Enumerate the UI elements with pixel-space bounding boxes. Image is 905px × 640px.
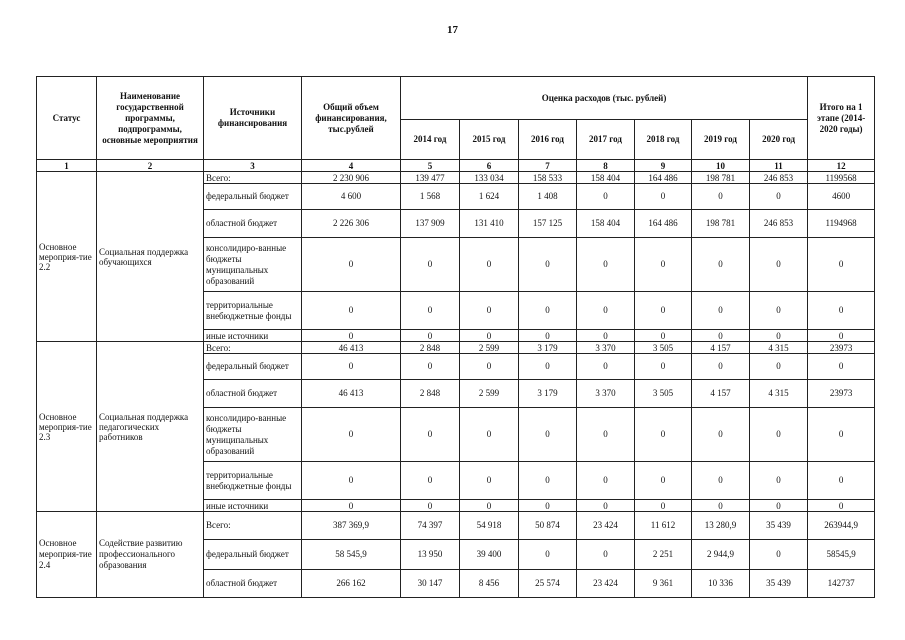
activity-name-cell: Социальная поддержка обучающихся xyxy=(97,172,204,342)
year-value-cell: 3 179 xyxy=(519,342,577,354)
year-value-cell: 9 361 xyxy=(635,570,692,598)
year-value-cell: 0 xyxy=(577,292,635,330)
funding-source-cell: Всего: xyxy=(204,172,302,184)
year-value-cell: 1 624 xyxy=(460,184,519,210)
year-value-cell: 0 xyxy=(692,500,750,512)
header-year: 2014 год xyxy=(401,120,460,160)
year-value-cell: 2 251 xyxy=(635,540,692,570)
year-value-cell: 0 xyxy=(401,354,460,380)
year-value-cell: 0 xyxy=(577,500,635,512)
year-value-cell: 158 404 xyxy=(577,210,635,238)
header-summary: Итого на 1 этапе (2014-2020 годы) xyxy=(808,77,875,160)
table-row xyxy=(37,342,875,354)
year-value-cell: 2 848 xyxy=(401,380,460,408)
year-value-cell: 13 950 xyxy=(401,540,460,570)
header-total: Общий объем финансирования, тыс.рублей xyxy=(302,77,401,160)
total-value-cell: 58 545,9 xyxy=(302,540,401,570)
year-value-cell: 0 xyxy=(519,540,577,570)
year-value-cell: 0 xyxy=(750,462,808,500)
year-value-cell: 3 505 xyxy=(635,342,692,354)
funding-source-cell: Всего: xyxy=(204,512,302,540)
year-value-cell: 139 477 xyxy=(401,172,460,184)
year-value-cell: 0 xyxy=(692,330,750,342)
year-value-cell: 198 781 xyxy=(692,172,750,184)
year-value-cell: 0 xyxy=(692,292,750,330)
funding-source-cell: областной бюджет xyxy=(204,210,302,238)
year-value-cell: 137 909 xyxy=(401,210,460,238)
year-value-cell: 13 280,9 xyxy=(692,512,750,540)
year-value-cell: 0 xyxy=(635,330,692,342)
year-value-cell: 0 xyxy=(401,238,460,292)
year-value-cell: 25 574 xyxy=(519,570,577,598)
year-value-cell: 0 xyxy=(577,408,635,462)
year-value-cell: 0 xyxy=(750,292,808,330)
funding-source-cell: федеральный бюджет xyxy=(204,184,302,210)
year-value-cell: 8 456 xyxy=(460,570,519,598)
year-value-cell: 0 xyxy=(460,330,519,342)
year-value-cell: 2 944,9 xyxy=(692,540,750,570)
year-value-cell: 2 848 xyxy=(401,342,460,354)
summary-value-cell: 0 xyxy=(808,462,875,500)
table-body xyxy=(37,172,875,598)
year-value-cell: 164 486 xyxy=(635,210,692,238)
summary-value-cell: 0 xyxy=(808,500,875,512)
summary-value-cell: 0 xyxy=(808,292,875,330)
year-value-cell: 0 xyxy=(750,330,808,342)
year-value-cell: 0 xyxy=(460,238,519,292)
summary-value-cell: 58545,9 xyxy=(808,540,875,570)
year-value-cell: 0 xyxy=(692,408,750,462)
column-number: 2 xyxy=(97,160,204,172)
year-value-cell: 158 533 xyxy=(519,172,577,184)
year-value-cell: 0 xyxy=(401,500,460,512)
year-value-cell: 246 853 xyxy=(750,210,808,238)
year-value-cell: 35 439 xyxy=(750,512,808,540)
year-value-cell: 3 370 xyxy=(577,342,635,354)
year-value-cell: 0 xyxy=(750,184,808,210)
year-value-cell: 3 505 xyxy=(635,380,692,408)
summary-value-cell: 0 xyxy=(808,354,875,380)
total-value-cell: 0 xyxy=(302,292,401,330)
year-value-cell: 0 xyxy=(750,408,808,462)
year-value-cell: 0 xyxy=(519,500,577,512)
year-value-cell: 0 xyxy=(577,330,635,342)
status-cell: Основное мероприя-тие 2.4 xyxy=(37,512,97,598)
table-row xyxy=(37,512,875,540)
funding-source-cell: консолидиро-ванные бюджеты муниципальных образований xyxy=(204,408,302,462)
summary-value-cell: 0 xyxy=(808,408,875,462)
year-value-cell: 0 xyxy=(519,354,577,380)
year-value-cell: 30 147 xyxy=(401,570,460,598)
year-value-cell: 39 400 xyxy=(460,540,519,570)
funding-source-cell: федеральный бюджет xyxy=(204,354,302,380)
header-year: 2019 год xyxy=(692,120,750,160)
header-estimate: Оценка расходов (тыс. рублей) xyxy=(401,77,808,120)
total-value-cell: 2 226 306 xyxy=(302,210,401,238)
year-value-cell: 0 xyxy=(750,238,808,292)
year-value-cell: 198 781 xyxy=(692,210,750,238)
year-value-cell: 0 xyxy=(635,184,692,210)
total-value-cell: 0 xyxy=(302,354,401,380)
total-value-cell: 4 600 xyxy=(302,184,401,210)
year-value-cell: 0 xyxy=(577,462,635,500)
year-value-cell: 131 410 xyxy=(460,210,519,238)
column-number: 12 xyxy=(808,160,875,172)
year-value-cell: 10 336 xyxy=(692,570,750,598)
table-row xyxy=(37,172,875,184)
status-cell: Основное мероприя-тие 2.2 xyxy=(37,172,97,342)
total-value-cell: 0 xyxy=(302,500,401,512)
year-value-cell: 0 xyxy=(519,292,577,330)
header-year: 2015 год xyxy=(460,120,519,160)
year-value-cell: 2 599 xyxy=(460,380,519,408)
year-value-cell: 0 xyxy=(692,184,750,210)
year-value-cell: 54 918 xyxy=(460,512,519,540)
year-value-cell: 1 408 xyxy=(519,184,577,210)
year-value-cell: 0 xyxy=(519,408,577,462)
summary-value-cell: 142737 xyxy=(808,570,875,598)
total-value-cell: 0 xyxy=(302,330,401,342)
year-value-cell: 0 xyxy=(401,292,460,330)
year-value-cell: 23 424 xyxy=(577,570,635,598)
year-value-cell: 0 xyxy=(635,500,692,512)
year-value-cell: 0 xyxy=(577,238,635,292)
funding-source-cell: иные источники xyxy=(204,500,302,512)
year-value-cell: 11 612 xyxy=(635,512,692,540)
year-value-cell: 0 xyxy=(692,238,750,292)
summary-value-cell: 1194968 xyxy=(808,210,875,238)
activity-name-cell: Содействие развитию профессионального образования xyxy=(97,512,204,598)
header-year: 2016 год xyxy=(519,120,577,160)
funding-source-cell: Всего: xyxy=(204,342,302,354)
year-value-cell: 0 xyxy=(401,330,460,342)
year-value-cell: 0 xyxy=(635,408,692,462)
total-value-cell: 266 162 xyxy=(302,570,401,598)
funding-source-cell: областной бюджет xyxy=(204,570,302,598)
expenditure-table xyxy=(36,76,875,598)
year-value-cell: 158 404 xyxy=(577,172,635,184)
column-number: 11 xyxy=(750,160,808,172)
column-number: 10 xyxy=(692,160,750,172)
funding-source-cell: областной бюджет xyxy=(204,380,302,408)
total-value-cell: 46 413 xyxy=(302,342,401,354)
year-value-cell: 74 397 xyxy=(401,512,460,540)
column-number: 5 xyxy=(401,160,460,172)
total-value-cell: 0 xyxy=(302,462,401,500)
year-value-cell: 0 xyxy=(401,462,460,500)
year-value-cell: 1 568 xyxy=(401,184,460,210)
funding-source-cell: консолидиро-ванные бюджеты муниципальных образований xyxy=(204,238,302,292)
year-value-cell: 0 xyxy=(577,540,635,570)
year-value-cell: 133 034 xyxy=(460,172,519,184)
header-name: Наименование государственной программы, подпрограммы, основные мероприятия xyxy=(97,77,204,160)
year-value-cell: 4 315 xyxy=(750,342,808,354)
column-number: 9 xyxy=(635,160,692,172)
funding-source-cell: федеральный бюджет xyxy=(204,540,302,570)
year-value-cell: 0 xyxy=(750,500,808,512)
funding-source-cell: территориальные внебюджетные фонды xyxy=(204,462,302,500)
header-year: 2017 год xyxy=(577,120,635,160)
year-value-cell: 246 853 xyxy=(750,172,808,184)
total-value-cell: 0 xyxy=(302,408,401,462)
column-number: 8 xyxy=(577,160,635,172)
year-value-cell: 0 xyxy=(750,540,808,570)
year-value-cell: 0 xyxy=(577,354,635,380)
summary-value-cell: 1199568 xyxy=(808,172,875,184)
year-value-cell: 0 xyxy=(692,462,750,500)
status-cell: Основное мероприя-тие 2.3 xyxy=(37,342,97,512)
year-value-cell: 0 xyxy=(401,408,460,462)
year-value-cell: 0 xyxy=(460,500,519,512)
funding-source-cell: иные источники xyxy=(204,330,302,342)
funding-source-cell: территориальные внебюджетные фонды xyxy=(204,292,302,330)
year-value-cell: 3 370 xyxy=(577,380,635,408)
year-value-cell: 0 xyxy=(460,408,519,462)
activity-name-cell: Социальная поддержка педагогических работников xyxy=(97,342,204,512)
column-number: 1 xyxy=(37,160,97,172)
year-value-cell: 0 xyxy=(519,330,577,342)
summary-value-cell: 0 xyxy=(808,238,875,292)
column-number: 3 xyxy=(204,160,302,172)
year-value-cell: 0 xyxy=(635,292,692,330)
year-value-cell: 3 179 xyxy=(519,380,577,408)
header-year: 2020 год xyxy=(750,120,808,160)
column-number: 4 xyxy=(302,160,401,172)
summary-value-cell: 4600 xyxy=(808,184,875,210)
total-value-cell: 46 413 xyxy=(302,380,401,408)
year-value-cell: 0 xyxy=(692,354,750,380)
year-value-cell: 4 157 xyxy=(692,380,750,408)
year-value-cell: 0 xyxy=(577,184,635,210)
summary-value-cell: 263944,9 xyxy=(808,512,875,540)
year-value-cell: 0 xyxy=(635,462,692,500)
column-number-row xyxy=(37,160,875,172)
year-value-cell: 0 xyxy=(519,462,577,500)
year-value-cell: 0 xyxy=(750,354,808,380)
column-number: 7 xyxy=(519,160,577,172)
summary-value-cell: 23973 xyxy=(808,380,875,408)
total-value-cell: 2 230 906 xyxy=(302,172,401,184)
page-number: 17 xyxy=(447,24,458,36)
year-value-cell: 0 xyxy=(519,238,577,292)
total-value-cell: 387 369,9 xyxy=(302,512,401,540)
year-value-cell: 0 xyxy=(635,238,692,292)
summary-value-cell: 0 xyxy=(808,330,875,342)
year-value-cell: 0 xyxy=(460,292,519,330)
header-sources: Источники финансирования xyxy=(204,77,302,160)
summary-value-cell: 23973 xyxy=(808,342,875,354)
year-value-cell: 0 xyxy=(460,354,519,380)
year-value-cell: 0 xyxy=(460,462,519,500)
column-number: 6 xyxy=(460,160,519,172)
year-value-cell: 35 439 xyxy=(750,570,808,598)
year-value-cell: 4 315 xyxy=(750,380,808,408)
header-status: Статус xyxy=(37,77,97,160)
year-value-cell: 0 xyxy=(635,354,692,380)
year-value-cell: 23 424 xyxy=(577,512,635,540)
year-value-cell: 4 157 xyxy=(692,342,750,354)
header-year: 2018 год xyxy=(635,120,692,160)
year-value-cell: 164 486 xyxy=(635,172,692,184)
year-value-cell: 2 599 xyxy=(460,342,519,354)
total-value-cell: 0 xyxy=(302,238,401,292)
year-value-cell: 50 874 xyxy=(519,512,577,540)
year-value-cell: 157 125 xyxy=(519,210,577,238)
